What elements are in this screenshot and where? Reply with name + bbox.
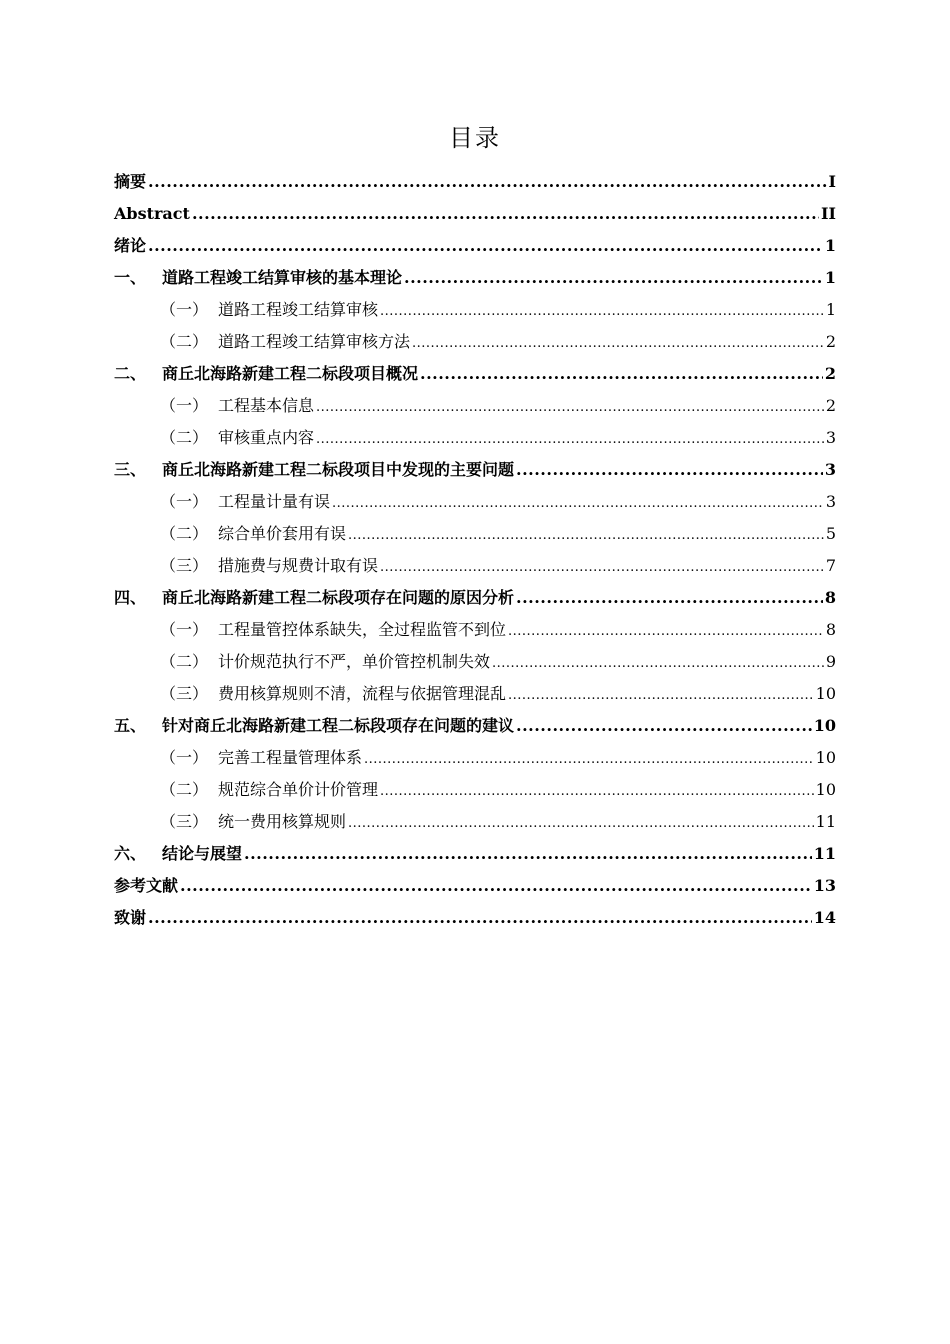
dot-leader [404, 262, 823, 294]
toc-entry-page: 3 [825, 492, 836, 511]
toc-entry-number: 四、 [114, 588, 147, 607]
toc-entry-page: 9 [825, 652, 836, 671]
toc-entry[interactable] [114, 326, 836, 358]
toc-entry-number: （二） [160, 780, 209, 799]
dot-leader [192, 198, 819, 230]
toc-entry[interactable] [114, 422, 836, 454]
toc-entry-page: 8 [824, 588, 836, 607]
toc-entry[interactable] [114, 518, 836, 550]
dot-leader [316, 390, 824, 424]
toc-entry-title: 工程基本信息 [218, 396, 315, 415]
toc-entry-title: 计价规范执行不严，单价管控机制失效 [218, 652, 491, 671]
toc-entry-page: I [828, 172, 836, 191]
toc-entry-title: 措施费与规费计取有误 [218, 556, 379, 575]
toc-entry-number: （一） [160, 620, 209, 639]
toc-entry-title: 综合单价套用有误 [218, 524, 347, 543]
toc-entry-page: 10 [815, 684, 836, 703]
toc-entry[interactable] [114, 582, 836, 614]
toc-entry-title: 规范综合单价计价管理 [218, 780, 379, 799]
toc-entry[interactable] [114, 198, 836, 230]
toc-entry-number: 一、 [114, 268, 147, 287]
toc-entry-title: 工程量计量有误 [218, 492, 331, 511]
dot-leader [380, 774, 814, 808]
toc-entry-page: 7 [825, 556, 836, 575]
toc-entry-number: （三） [160, 684, 209, 703]
toc-entry[interactable] [114, 358, 836, 390]
dot-leader [516, 582, 823, 614]
toc-entry-page: 1 [824, 268, 836, 287]
toc-entry-page: 2 [825, 396, 836, 415]
dot-leader [380, 550, 824, 584]
dot-leader [492, 646, 824, 680]
toc-entry-title: Abstract [114, 204, 190, 223]
toc-entry-number: （二） [160, 524, 209, 543]
toc-entry-title: 商丘北海路新建工程二标段项存在问题的原因分析 [162, 588, 515, 607]
toc-entry-title: 统一费用核算规则 [218, 812, 347, 831]
dot-leader [364, 742, 814, 776]
toc-entry[interactable] [114, 902, 836, 934]
toc-entry-title: 致谢 [114, 908, 147, 927]
toc-entry-page: 14 [813, 908, 836, 927]
dot-leader [508, 614, 824, 648]
toc-entry-page: 10 [813, 716, 836, 735]
toc-entry-page: 2 [825, 332, 836, 351]
toc-entry-number: 六、 [114, 844, 147, 863]
toc-entry[interactable] [114, 742, 836, 774]
toc-entry-number: （二） [160, 332, 209, 351]
toc-entry-title: 审核重点内容 [218, 428, 315, 447]
dot-leader [244, 838, 812, 870]
toc-entry-page: 11 [815, 812, 836, 831]
toc-entry-title: 费用核算规则不清，流程与依据管理混乱 [218, 684, 507, 703]
toc-entry-number: （二） [160, 428, 209, 447]
dot-leader [508, 678, 814, 712]
dot-leader [180, 870, 812, 902]
toc-entry[interactable] [114, 550, 836, 582]
toc-entry[interactable] [114, 806, 836, 838]
toc-entry-title: 工程量管控体系缺失，全过程监管不到位 [218, 620, 507, 639]
toc-entry-page: 10 [815, 780, 836, 799]
toc-entry[interactable] [114, 230, 836, 262]
dot-leader [148, 230, 823, 262]
dot-leader [516, 710, 812, 742]
toc-entry[interactable] [114, 294, 836, 326]
toc-entry-title: 针对商丘北海路新建工程二标段项存在问题的建议 [162, 716, 515, 735]
toc-entry-page: 10 [815, 748, 836, 767]
dot-leader [348, 806, 814, 840]
toc-entry[interactable] [114, 166, 836, 198]
toc-entry-page: 5 [825, 524, 836, 543]
toc-entry-number: （三） [160, 556, 209, 575]
toc-entry[interactable] [114, 710, 836, 742]
toc-entry[interactable] [114, 390, 836, 422]
dot-leader [380, 294, 824, 328]
dot-leader [148, 902, 812, 934]
toc-entry-title: 道路工程竣工结算审核方法 [218, 332, 411, 351]
dot-leader [412, 326, 824, 360]
toc-entry[interactable] [114, 646, 836, 678]
toc-entry-number: （一） [160, 492, 209, 511]
toc-entry[interactable] [114, 774, 836, 806]
toc-entry-number: （一） [160, 748, 209, 767]
toc-entry[interactable] [114, 838, 836, 870]
dot-leader [316, 422, 824, 456]
toc-entry-title: 道路工程竣工结算审核的基本理论 [162, 268, 403, 287]
toc-entry[interactable] [114, 262, 836, 294]
toc-entry-page: 11 [813, 844, 836, 863]
page-title: 目录 [449, 124, 501, 152]
toc-entry-number: （一） [160, 396, 209, 415]
toc-entry-number: （一） [160, 300, 209, 319]
dot-leader [516, 454, 823, 486]
toc-entry-number: 二、 [114, 364, 147, 383]
dot-leader [420, 358, 823, 390]
toc-entry-page: 8 [825, 620, 836, 639]
toc-entry-number: （三） [160, 812, 209, 831]
toc-entry-title: 商丘北海路新建工程二标段项目中发现的主要问题 [162, 460, 515, 479]
toc-entry-page: II [821, 204, 836, 223]
toc-entry-title: 摘要 [114, 172, 147, 191]
toc-entry-number: （二） [160, 652, 209, 671]
toc-entry-title: 完善工程量管理体系 [218, 748, 363, 767]
toc-entry-number: 五、 [114, 716, 147, 735]
toc-entry-page: 2 [824, 364, 836, 383]
toc-entry[interactable] [114, 454, 836, 486]
dot-leader [348, 518, 824, 552]
toc-entry[interactable] [114, 486, 836, 518]
toc-entry-number: 三、 [114, 460, 147, 479]
toc-entry-title: 商丘北海路新建工程二标段项目概况 [162, 364, 419, 383]
toc-entry-page: 3 [824, 460, 836, 479]
toc-entry-title: 参考文献 [114, 876, 179, 895]
toc-entry[interactable] [114, 614, 836, 646]
toc-entry-page: 3 [825, 428, 836, 447]
toc-entry[interactable] [114, 678, 836, 710]
dot-leader [332, 486, 824, 520]
toc-entry-title: 绪论 [114, 236, 147, 255]
toc-entry-title: 道路工程竣工结算审核 [218, 300, 379, 319]
table-of-contents [114, 166, 836, 934]
dot-leader [148, 166, 827, 198]
toc-entry-page: 13 [813, 876, 836, 895]
toc-entry-page: 1 [825, 300, 836, 319]
toc-entry-title: 结论与展望 [162, 844, 243, 863]
toc-entry[interactable] [114, 870, 836, 902]
toc-entry-page: 1 [824, 236, 836, 255]
